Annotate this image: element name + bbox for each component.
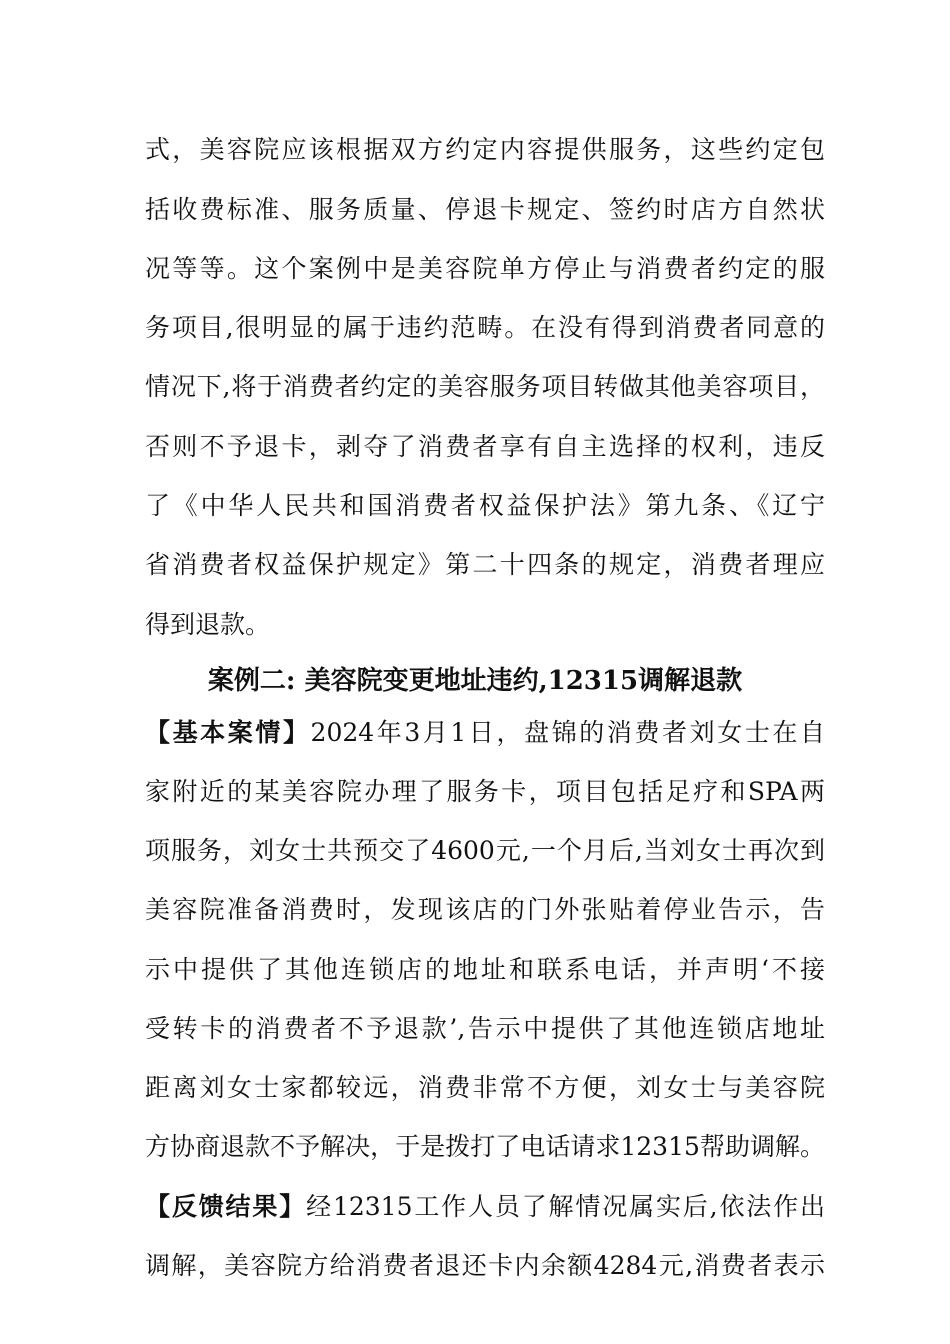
feedback-first-line (145, 1190, 825, 1224)
paragraph-line: 示中提供了其他连锁店的地址和联系电话，并声明‘不接 (145, 955, 825, 984)
paragraph-line: 距离刘女士家都较远，消费非常不方便，刘女士与美容院 (145, 1073, 825, 1102)
paragraph-line: 式，美容院应该根据双方约定内容提供服务，这些约定包 (145, 135, 825, 164)
paragraph-line: 括收费标准、服务质量、停退卡规定、签约时店方自然状 (145, 195, 825, 224)
paragraph-line: 方协商退款不予解决，于是拨打了电话请求12315帮助调解。 (145, 1132, 825, 1161)
paragraph-line: 务项目,很明显的属于违约范畴。在没有得到消费者同意的 (145, 313, 825, 342)
paragraph-line: 情况下,将于消费者约定的美容服务项目转做其他美容项目， (145, 372, 825, 401)
paragraph-line: 得到退款。 (145, 610, 271, 639)
paragraph-line: 省消费者权益保护规定》第二十四条的规定，消费者理应 (145, 550, 825, 579)
paragraph-line: 否则不予退卡，剥夺了消费者享有自主选择的权利，违反 (145, 432, 825, 461)
basic-facts-first-line (145, 716, 825, 750)
feedback-text: 经12315工作人员了解情况属实后,依法作出 (306, 1192, 825, 1221)
basic-facts-label: 【基本案情】 (145, 718, 311, 747)
paragraph-line: 美容院准备消费时，发现该店的门外张贴着停业告示，告 (145, 895, 825, 924)
feedback-label: 【反馈结果】 (145, 1192, 307, 1221)
paragraph-line: 受转卡的消费者不予退款’,告示中提供了其他连锁店地址 (145, 1014, 825, 1043)
case-heading: 案例二: 美容院变更地址违约,12315调解退款 (207, 666, 743, 696)
paragraph-line: 了《中华人民共和国消费者权益保护法》第九条、《辽宁 (145, 491, 825, 520)
paragraph-line: 况等等。这个案例中是美容院单方停止与消费者约定的服 (145, 254, 825, 283)
paragraph-line: 调解，美容院方给消费者退还卡内余额4284元,消费者表示 (145, 1251, 825, 1280)
paragraph-line: 项服务，刘女士共预交了4600元,一个月后,当刘女士再次到 (145, 836, 825, 865)
paragraph-line: 家附近的某美容院办理了服务卡，项目包括足疗和SPA两 (145, 777, 825, 806)
basic-facts-text: 2024年3月1日，盘锦的消费者刘女士在自 (310, 718, 825, 747)
